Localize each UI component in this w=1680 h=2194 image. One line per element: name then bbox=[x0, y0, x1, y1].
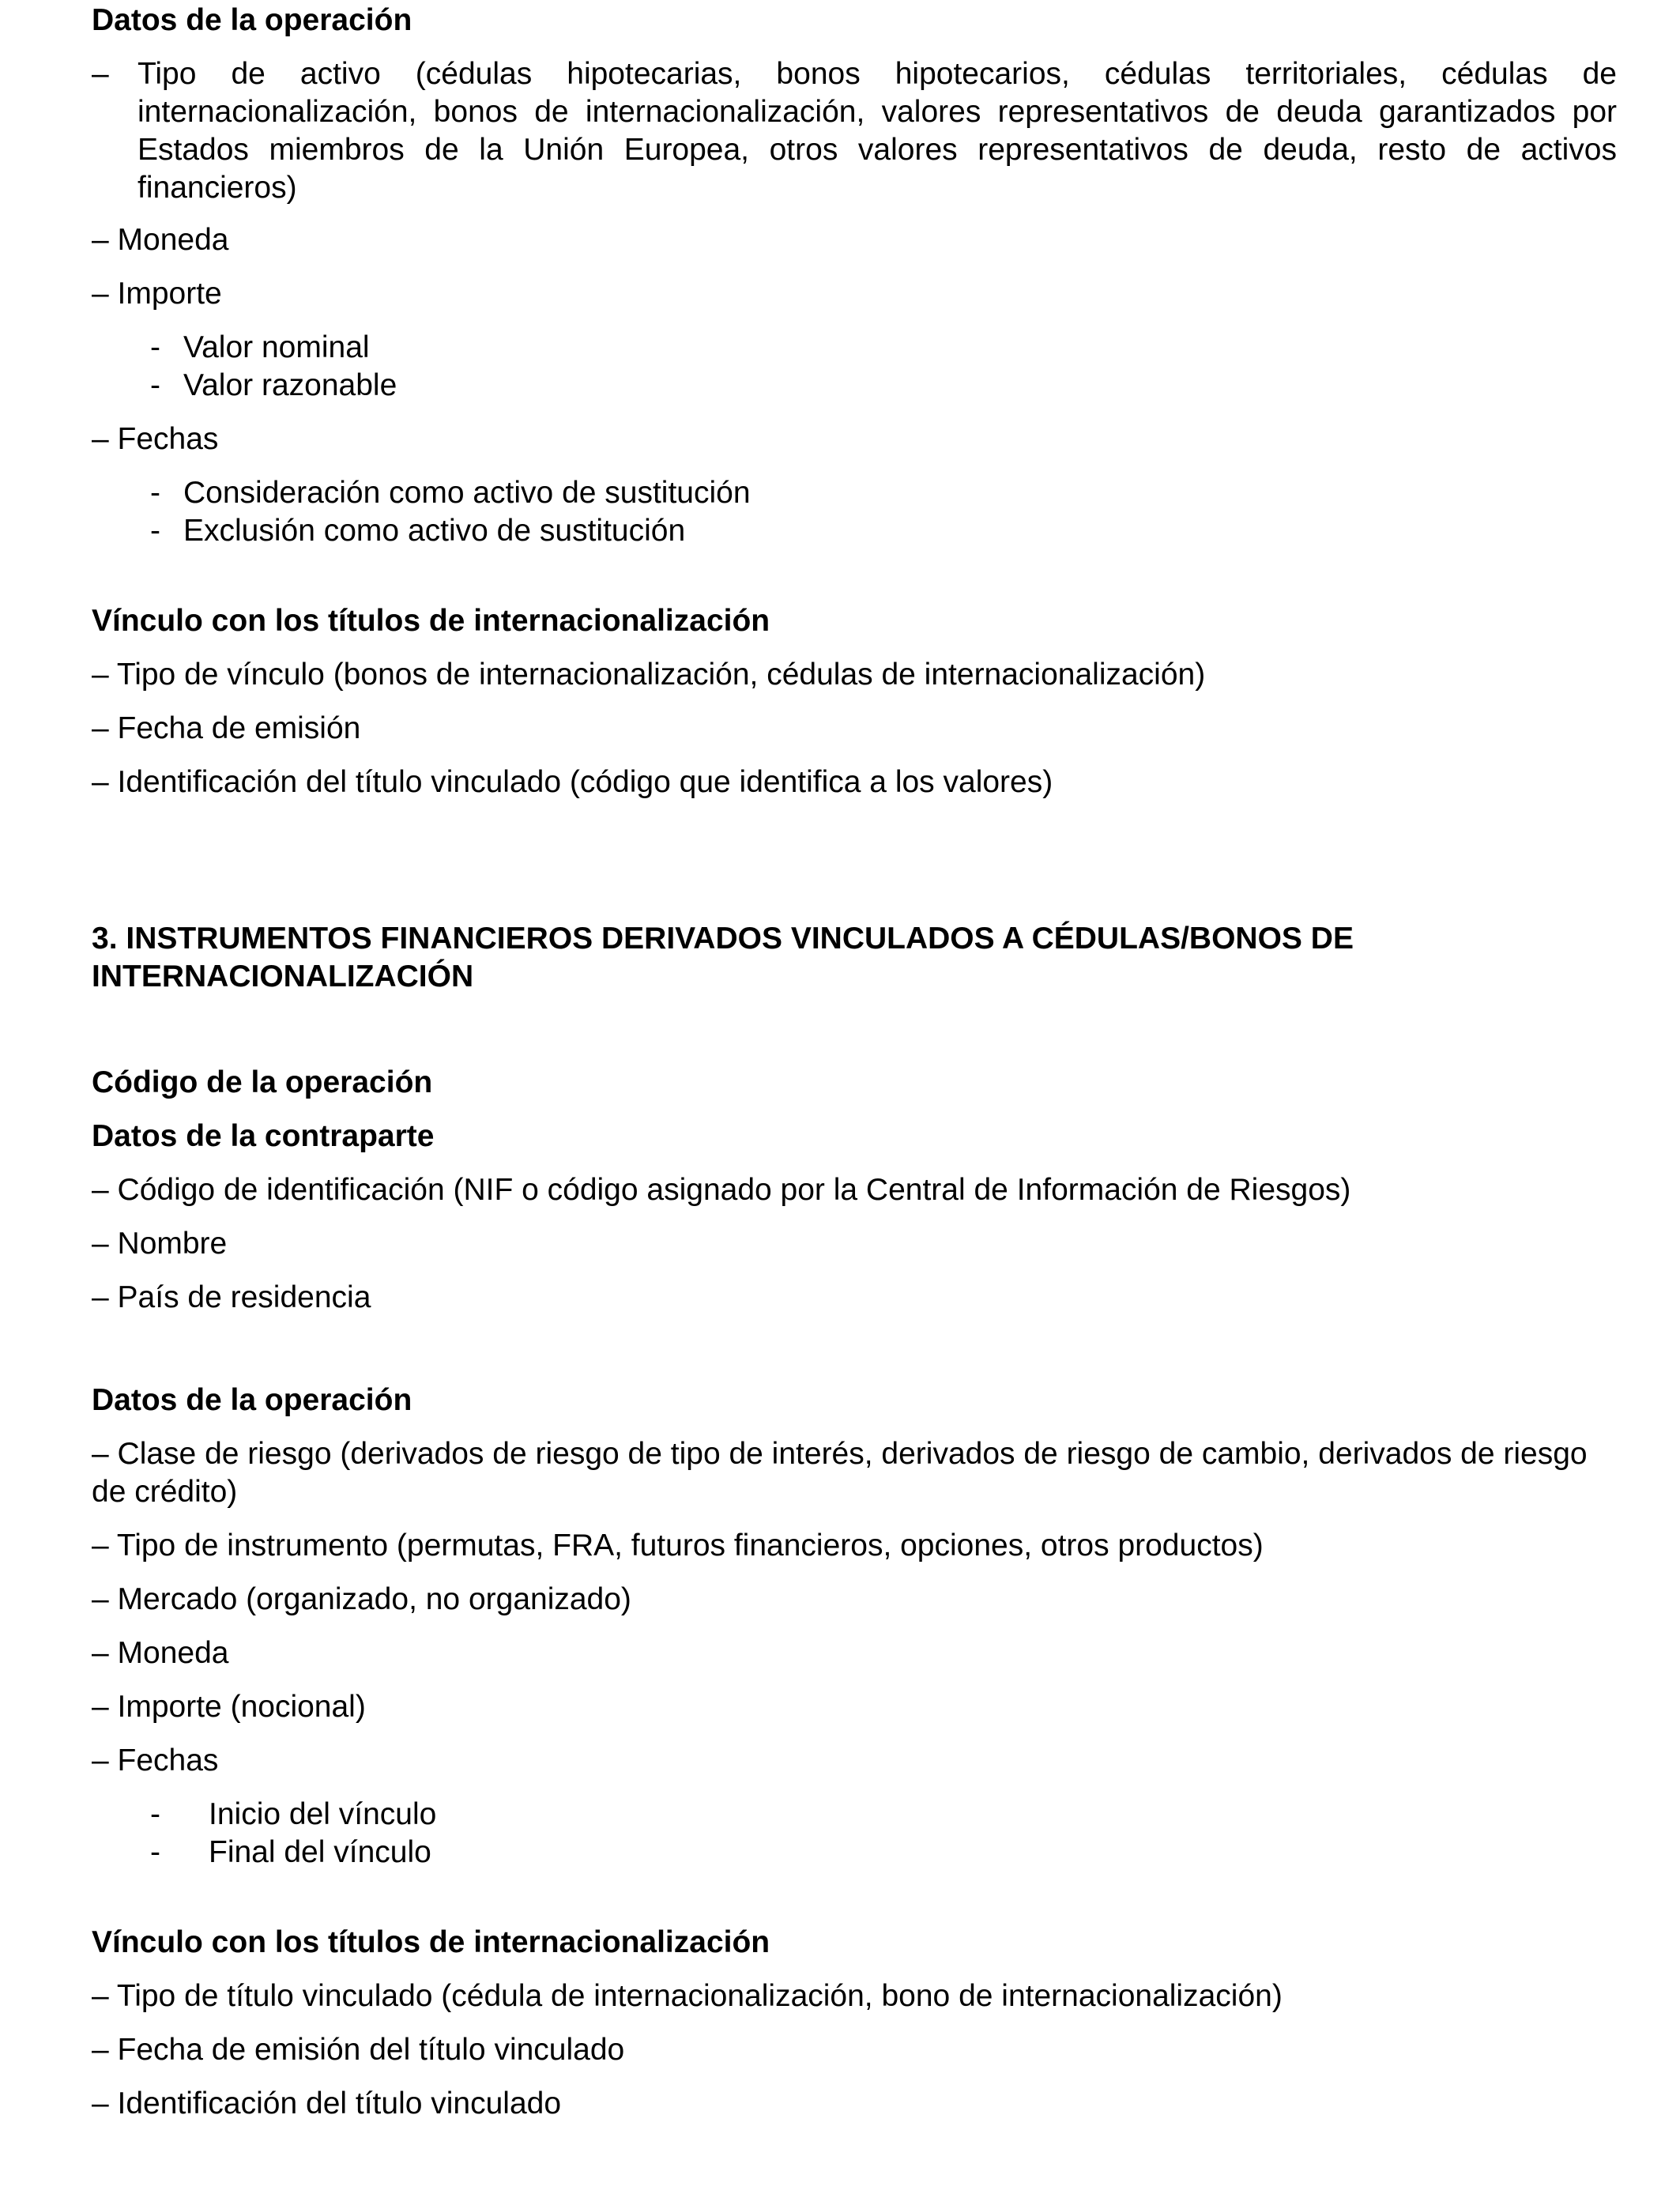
list-item-tipo-titulo: – Tipo de título vinculado (cédula de internacionalización, bono de internacionalización) bbox=[92, 1979, 1283, 2013]
sub-item-text: Final del vínculo bbox=[209, 1835, 431, 1869]
hyphen-marker: - bbox=[150, 514, 160, 548]
heading-vinculo-titulos: Vínculo con los títulos de internacionalización bbox=[92, 604, 770, 638]
list-item-importe: – Importe bbox=[92, 277, 222, 311]
tipo-activo-text: Tipo de activo (cédulas hipotecarias, bonos hipotecarios, cédulas territoriales, cédulas de internacionalización, bonos de internacionalización, valores representativos de deuda garantizados por Estados miembros de la Unión Europea, otros valores representativos de deuda, resto de activos financieros) bbox=[137, 57, 1617, 205]
section-title-3: 3. INSTRUMENTOS FINANCIEROS DERIVADOS VINCULADOS A CÉDULAS/BONOS DE INTERNACIONALIZACIÓN bbox=[92, 922, 1354, 993]
list-item-tipo-instrumento: – Tipo de instrumento (permutas, FRA, futuros financieros, opciones, otros productos) bbox=[92, 1529, 1264, 1563]
list-item-fechas-3: – Fechas bbox=[92, 1744, 219, 1777]
sub-item-text: Exclusión como activo de sustitución bbox=[183, 514, 686, 548]
list-item-importe-nocional: – Importe (nocional) bbox=[92, 1690, 366, 1724]
hyphen-marker: - bbox=[150, 476, 160, 510]
hyphen-marker: - bbox=[150, 330, 160, 364]
list-item-fecha-emision: – Fecha de emisión bbox=[92, 711, 361, 745]
dash-marker: – bbox=[92, 57, 109, 91]
list-item-fechas: – Fechas bbox=[92, 422, 219, 456]
list-item-pais-residencia: – País de residencia bbox=[92, 1280, 371, 1314]
heading-codigo-operacion: Código de la operación bbox=[92, 1065, 433, 1099]
heading-vinculo-titulos-3: Vínculo con los títulos de internacionalización bbox=[92, 1925, 770, 1959]
list-item-codigo-identificacion: – Código de identificación (NIF o código asignado por la Central de Información de Riesgos) bbox=[92, 1173, 1351, 1207]
list-item-nombre: – Nombre bbox=[92, 1227, 228, 1261]
list-item-moneda: – Moneda bbox=[92, 223, 229, 257]
heading-datos-operacion-3: Datos de la operación bbox=[92, 1383, 412, 1417]
list-item-fecha-emision-titulo: – Fecha de emisión del título vinculado bbox=[92, 2033, 625, 2067]
sub-item-text: Valor razonable bbox=[183, 368, 397, 402]
list-item-identificacion-titulo: – Identificación del título vinculado bbox=[92, 2087, 562, 2120]
list-item-mercado: – Mercado (organizado, no organizado) bbox=[92, 1582, 631, 1616]
list-item-tipo-vinculo: – Tipo de vínculo (bonos de internacionalización, cédulas de internacionalización) bbox=[92, 658, 1206, 692]
hyphen-marker: - bbox=[150, 368, 160, 402]
sub-item-text: Consideración como activo de sustitución bbox=[183, 476, 751, 510]
sub-item-text: Inicio del vínculo bbox=[209, 1797, 437, 1831]
list-item-identificacion: – Identificación del título vinculado (código que identifica a los valores) bbox=[92, 765, 1053, 799]
list-item-tipo-activo bbox=[92, 55, 1617, 207]
heading-datos-contraparte: Datos de la contraparte bbox=[92, 1119, 435, 1153]
list-item-moneda-3: – Moneda bbox=[92, 1636, 229, 1670]
sub-item-text: Valor nominal bbox=[183, 330, 370, 364]
heading-datos-operacion: Datos de la operación bbox=[92, 3, 412, 37]
list-item-clase-riesgo: – Clase de riesgo (derivados de riesgo de tipo de interés, derivados de riesgo de cambio, derivados de riesgo de crédito) bbox=[92, 1437, 1588, 1509]
hyphen-marker: - bbox=[150, 1835, 160, 1869]
hyphen-marker: - bbox=[150, 1797, 160, 1831]
